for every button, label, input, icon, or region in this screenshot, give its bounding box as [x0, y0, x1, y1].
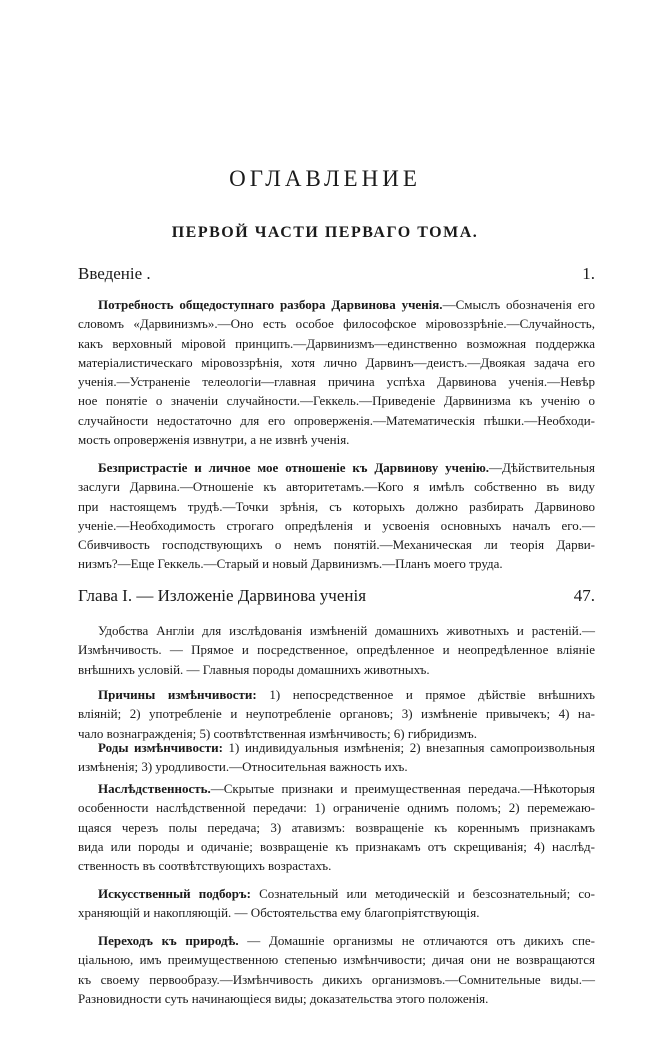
text-line: Потребность общедоступнаго разбора Дарвинова ученія.—Смыслъ обозначенія его — [98, 297, 596, 312]
text-line: низмъ?—Еще Геккель.—Старый и новый Дарвинизмъ.—Планъ моего труда. — [78, 556, 503, 572]
text-line: особенности наслѣдственной передачи: 1) ограниченіе однимъ поломъ; 2) перемежаю- — [78, 800, 595, 816]
text-line: внѣшнихъ условій. — Главныя породы домашнихъ животныхъ. — [78, 661, 430, 677]
text-line: къ своему первообразу.—Измѣнчивость дикихъ организмовъ.—Сомнительные виды.— — [78, 971, 595, 987]
text-line: Измѣнчивость. — Прямое и посредственное, опредѣленное и неопредѣленное вліяніе — [78, 642, 595, 658]
text-line: Удобства Англіи для изслѣдованія измѣненій домашнихъ животныхъ и растеній.— — [98, 623, 595, 638]
text-line: матеріалистическаго міровоззрѣнія, хотя лично Дарвинъ—деистъ.—Двоякая задача его — [78, 354, 595, 370]
text-line: заслуги Дарвина.—Отношеніе къ авторитетамъ.—Кого я имѣлъ собственно въ виду — [78, 479, 595, 495]
text-line: Роды измѣнчивости: 1) индивидуальныя измѣненія; 2) внезапныя самопроизвольныя — [98, 740, 596, 755]
toc-summary-paragraph — [78, 458, 595, 574]
toc-summary-paragraph — [78, 621, 595, 679]
text-line: Причины измѣнчивости: 1) непосредственное и прямое дѣйствіе внѣшнихъ — [98, 687, 596, 702]
text-line: вліяній; 2) употребленіе и неупотребленіе органовъ; 3) измѣненіе привычекъ; 4) на- — [78, 706, 595, 722]
toc-summary-paragraph — [78, 295, 595, 449]
text-line: вида или породы и одичаніе; возвращеніе къ признакамъ отъ скрещиванія; 4) наслѣд- — [78, 838, 595, 854]
toc-summary-paragraph — [78, 738, 595, 777]
text-line: Безпристрастіе и личное мое отношеніе къ Дарвинову ученію.—Дѣйствительныя — [98, 460, 595, 475]
toc-entry-introduction — [78, 264, 595, 284]
text-line: щаяся черезъ полы передача; 3) атавизмъ: возвращеніе къ кореннымъ признакамъ — [78, 819, 595, 835]
text-line: ное понятіе о значеніи случайности.—Геккель.—Приведеніе Дарвинизма къ ученію о — [78, 393, 595, 409]
text-line: при настоящемъ трудѣ.—Точки зрѣнія, съ которыхъ должно разбирать Дарвиново — [78, 498, 595, 514]
text-line: храняющій и накопляющій. — Обстоятельства ему благопріятствующія. — [78, 905, 480, 921]
text-line: словомъ «Дарвинизмъ».—Оно есть особое философское міровоззрѣніе.—Случайность, — [78, 316, 595, 332]
bold-topic: Потребность общедоступнаго разбора Дарвинова ученія. — [98, 297, 443, 312]
toc-entry-label: Глава I. — Изложеніе Дарвинова ученія — [78, 586, 367, 605]
bold-topic: Безпристрастіе и личное мое отношеніе къ Дарвинову ученію. — [98, 460, 490, 475]
toc-entry-label: Введеніе . — [78, 264, 151, 283]
text-line: какъ верховный міровой принципъ.—Дарвинизмъ—единственно возможная поддержка — [78, 335, 595, 351]
text-line: ственность въ соотвѣтствующихъ возрастахъ. — [78, 858, 332, 874]
text-line: Разновидности суть начинающіеся виды; доказательства этого положенія. — [78, 990, 489, 1006]
text-line: ученіе.—Необходимость строгаго опредѣленія и усвоенія основныхъ началъ его.— — [78, 517, 595, 533]
text-line: Наслѣдственность.—Скрытые признаки и преимущественная передача.—Нѣкоторыя — [98, 781, 595, 796]
bold-topic: Искусственный подборъ: — [98, 886, 251, 901]
bold-topic: Переходъ къ природѣ. — [98, 933, 239, 948]
toc-summary-paragraph — [78, 931, 595, 1008]
bold-topic: Наслѣдственность. — [98, 781, 211, 796]
text-line: ученія.—Устраненіе телеологіи—главная причина успѣха Дарвинова ученія.—Невѣр — [78, 374, 595, 390]
text-line: Искусственный подборъ: Сознательный или методическій и безсознательный; со- — [98, 886, 595, 901]
text-line: измѣненія; 3) уродливости.—Относительная важность ихъ. — [78, 759, 408, 775]
text-line: мость опроверженія извнутри, а не извнѣ ученія. — [78, 432, 350, 448]
toc-entry-chapter-1 — [78, 586, 595, 606]
toc-summary-paragraph — [78, 779, 595, 875]
text-line: Переходъ къ природѣ. — Домашніе организмы не отличаются отъ дикихъ спе- — [98, 933, 595, 948]
toc-summary-paragraph — [78, 685, 595, 743]
page-subtitle: ПЕРВОЙ ЧАСТИ ПЕРВАГО ТОМА. — [171, 224, 479, 241]
bold-topic: Роды измѣнчивости: — [98, 740, 223, 755]
text-line: случайности недостаточно для его опроверженія.—Математическія пѣшки.—Необходи- — [78, 412, 595, 428]
toc-summary-paragraph — [78, 884, 595, 923]
text-line: Сбивчивость господствующихъ о немъ понятій.—Механическая ли теорія Дарви- — [78, 537, 595, 553]
toc-entry-page: 47. — [573, 586, 595, 605]
text-line: чало вознагражденія; 5) соотвѣтственная измѣнчивость; 6) гибридизмъ. — [78, 725, 477, 741]
text-line: ціальною, имъ преимущественною степенью измѣнчивости; дичая они не возвращаются — [78, 952, 595, 968]
page-title: ОГЛАВЛЕНИЕ — [229, 166, 421, 191]
bold-topic: Причины измѣнчивости: — [98, 687, 257, 702]
toc-entry-page: 1. — [582, 264, 595, 283]
